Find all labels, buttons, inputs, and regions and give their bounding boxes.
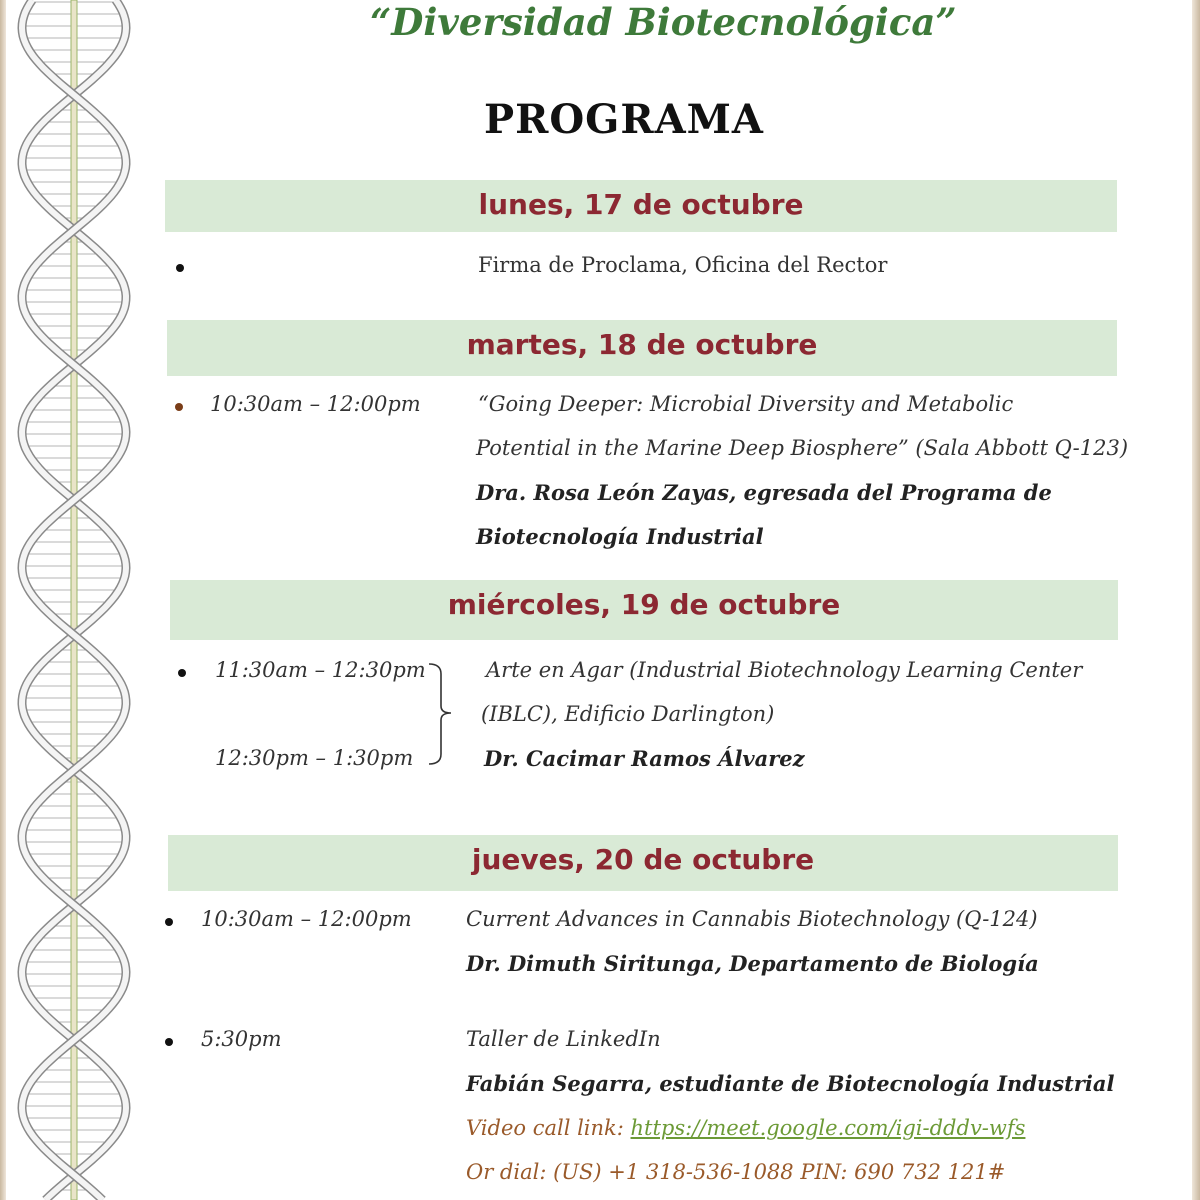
event-time: 5:30pm: [201, 1027, 282, 1051]
day-header-martes: [167, 320, 1117, 376]
helix-axis: [71, 0, 77, 1200]
right-brace-icon: [427, 660, 457, 766]
day-header-miercoles: [170, 580, 1118, 640]
day-label: lunes, 17 de octubre: [478, 188, 804, 221]
event-speaker: Biotecnología Industrial: [476, 524, 764, 549]
page-border-right: [1192, 0, 1200, 1200]
event-speaker: Dr. Dimuth Siritunga, Departamento de Biología: [466, 951, 1039, 976]
day-label: martes, 18 de octubre: [466, 328, 818, 361]
bullet: [175, 403, 183, 411]
bullet: [176, 264, 184, 272]
bullet: [165, 1038, 173, 1046]
video-call-label: Video call link:: [466, 1116, 631, 1140]
day-header-jueves: [168, 835, 1118, 891]
event-time: 10:30am – 12:00pm: [201, 907, 412, 931]
event-title: Taller de LinkedIn: [466, 1027, 661, 1051]
event-description: Firma de Proclama, Oficina del Rector: [478, 253, 888, 277]
bullet: [178, 669, 186, 677]
dna-helix-decoration: [8, 0, 158, 1200]
program-heading: PROGRAMA: [484, 96, 764, 143]
event-speaker: Dra. Rosa León Zayas, egresada del Programa de: [476, 480, 1052, 505]
day-label: miércoles, 19 de octubre: [447, 588, 841, 621]
event-title: Potential in the Marine Deep Biosphere” (Sala Abbott Q-123): [476, 436, 1129, 460]
event-title: “Going Deeper: Microbial Diversity and Metabolic: [478, 392, 1014, 416]
event-title: Arte en Agar (Industrial Biotechnology Learning Center: [486, 658, 1083, 682]
event-time: 11:30am – 12:30pm: [215, 658, 426, 682]
event-title: Current Advances in Cannabis Biotechnology (Q-124): [466, 907, 1038, 931]
bullet: [165, 918, 173, 926]
video-call-line: [466, 1116, 1025, 1140]
event-speaker: Dr. Cacimar Ramos Álvarez: [484, 746, 805, 771]
dial-in-info: Or dial: (US) +1 318-536-1088 PIN: 690 732 121#: [466, 1160, 1006, 1184]
page-border-left: [0, 0, 6, 1200]
event-speaker: Fabián Segarra, estudiante de Biotecnología Industrial: [466, 1071, 1115, 1096]
event-title: (IBLC), Edificio Darlington): [481, 702, 775, 726]
day-header-lunes: [165, 180, 1117, 232]
video-call-link[interactable]: https://meet.google.com/igi-dddv-wfs: [630, 1116, 1026, 1140]
day-label: jueves, 20 de octubre: [471, 843, 815, 876]
event-time: 10:30am – 12:00pm: [210, 392, 421, 416]
event-time: 12:30pm – 1:30pm: [215, 746, 414, 770]
event-title: “Diversidad Biotecnológica”: [370, 0, 957, 44]
